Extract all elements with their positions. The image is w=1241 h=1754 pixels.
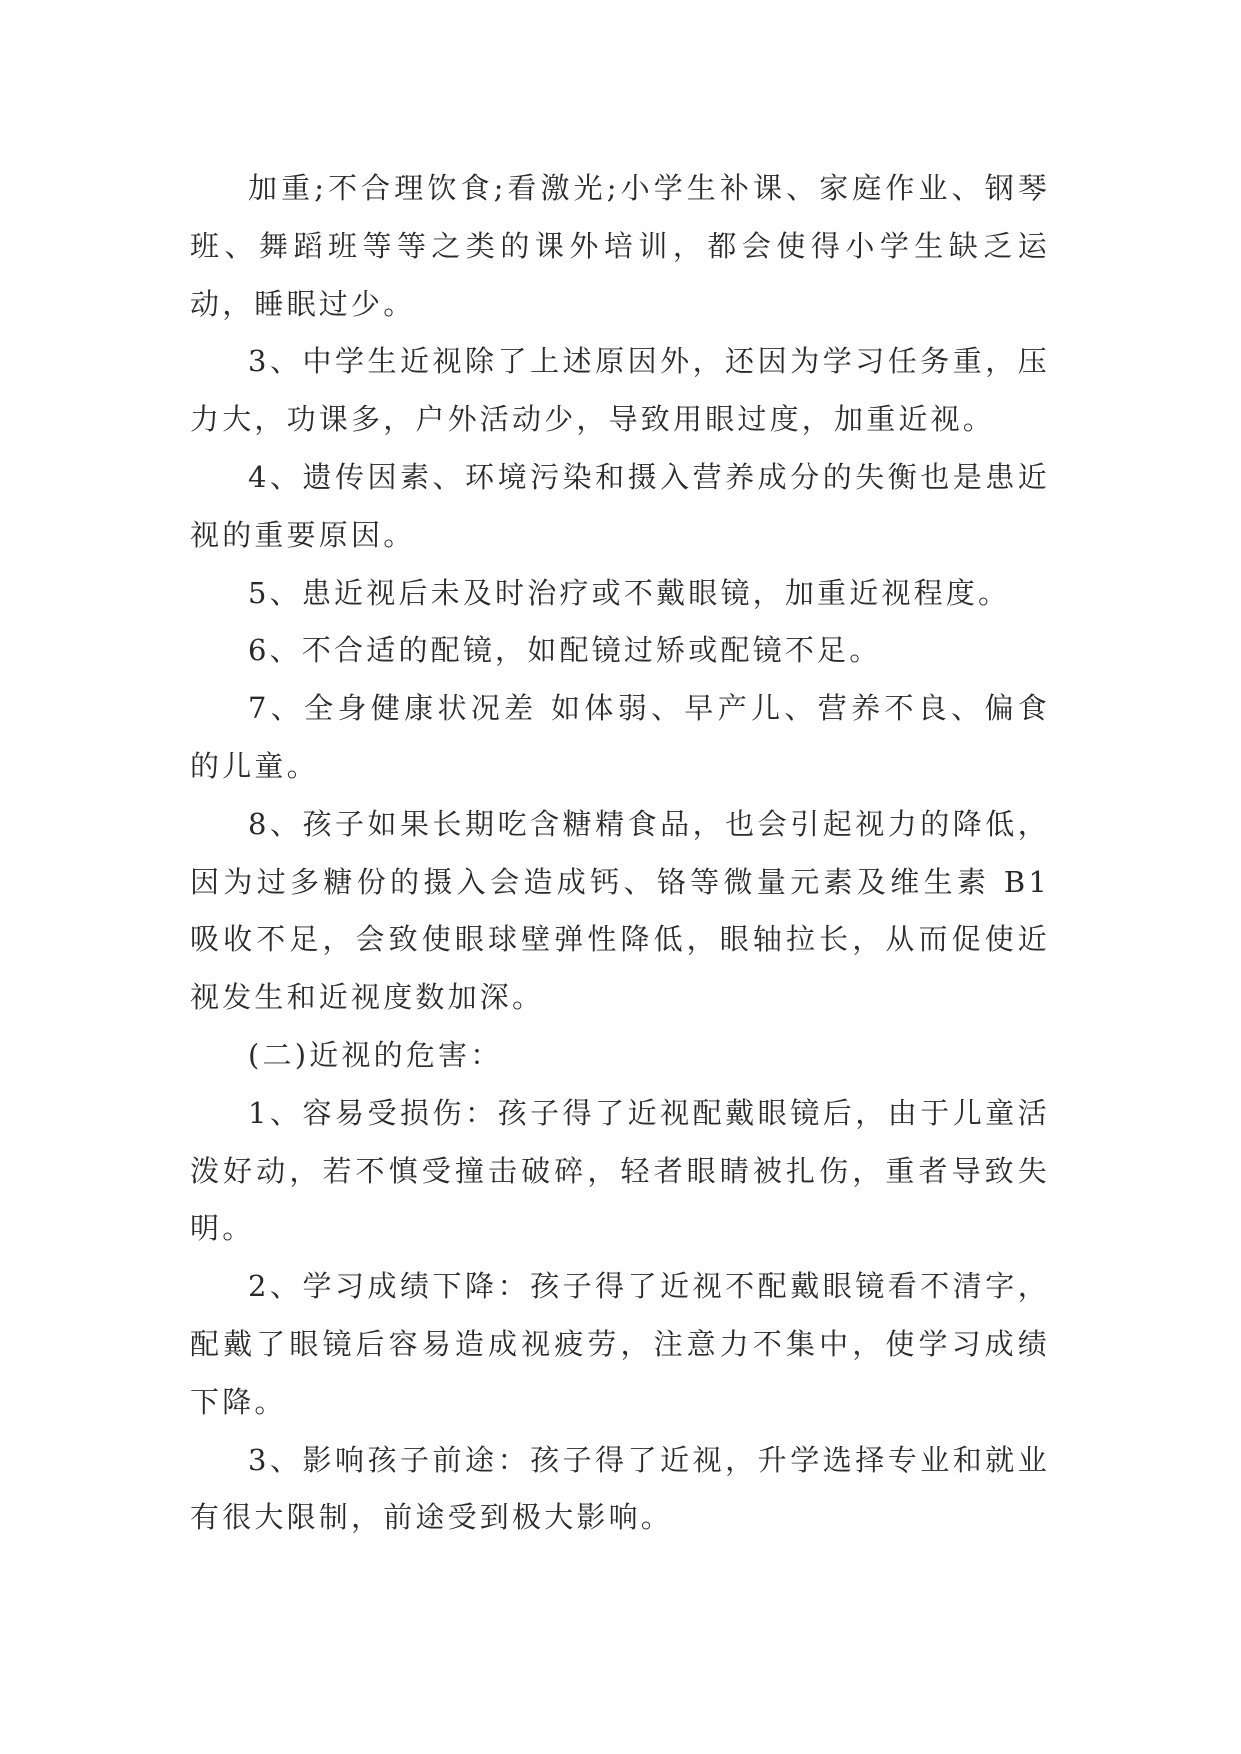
paragraph-6: 7、全身健康状况差 如体弱、早产儿、营养不良、偏食的儿童。 [190,691,1050,783]
paragraph-1: 加重;不合理饮食;看激光;小学生补课、家庭作业、钢琴班、舞蹈班等等之类的课外培训，都会使得小学生缺乏运动，睡眠过少。 [190,171,1050,321]
paragraph-5: 6、不合适的配镜，如配镜过矫或配镜不足。 [248,633,882,668]
paragraph-7: 8、孩子如果长期吃含糖精食品，也会引起视力的降低，因为过多糖份的摄入会造成钙、铬等微量元素及维生素 B1 吸收不足，会致使眼球壁弹性降低，眼轴拉长，从而促使近视发生和近视度数加深。 [190,806,1050,1015]
document-body [190,160,1050,1547]
paragraph-2: 3、中学生近视除了上述原因外，还因为学习任务重，压力大，功课多，户外活动少，导致用眼过度，加重近视。 [190,344,1050,437]
section-heading: (二)近视的危害： [248,1037,503,1072]
paragraph-4: 5、患近视后未及时治疗或不戴眼镜，加重近视程度。 [248,575,1011,610]
paragraph-8: 1、容易受损伤：孩子得了近视配戴眼镜后，由于儿童活泼好动，若不慎受撞击破碎，轻者眼睛被扎伤，重者导致失明。 [190,1095,1050,1246]
paragraph-10: 3、影响孩子前途：孩子得了近视，升学选择专业和就业有很大限制，前途受到极大影响。 [190,1442,1050,1535]
paragraph-9: 2、学习成绩下降：孩子得了近视不配戴眼镜看不清字，配戴了眼镜后容易造成视疲劳，注意力不集中，使学习成绩下降。 [190,1269,1050,1419]
paragraph-3: 4、遗传因素、环境污染和摄入营养成分的失衡也是患近视的重要原因。 [190,459,1050,552]
